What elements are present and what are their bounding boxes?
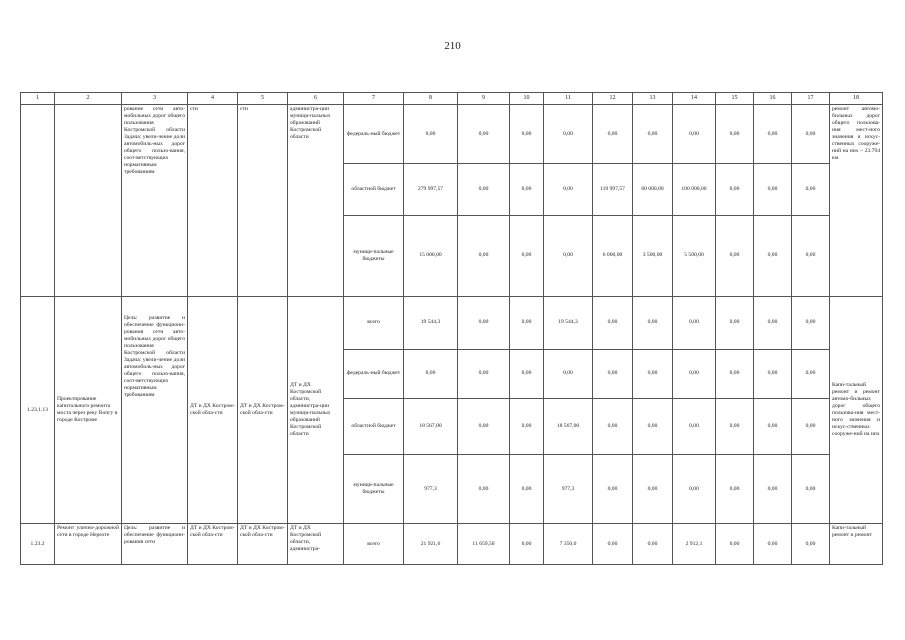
value-cell: 0,00 <box>716 215 754 296</box>
funding-source: областной бюджет <box>344 164 404 216</box>
code-cell: 1.23.1.13 <box>21 297 55 524</box>
value-cell: 0,00 <box>544 215 593 296</box>
value-cell: 0,00 <box>792 164 830 216</box>
value-cell: 0,00 <box>633 297 673 350</box>
value-cell: 0,00 <box>716 398 754 455</box>
value-cell: 0,00 <box>673 398 716 455</box>
value-cell: 11 659,50 <box>458 524 510 565</box>
header-cell: 9 <box>458 93 510 105</box>
value-cell: 0,00 <box>458 105 510 164</box>
value-cell: 0,00 <box>716 105 754 164</box>
value-cell: 977,3 <box>404 455 458 524</box>
value-cell: 0,00 <box>458 349 510 398</box>
value-cell: 0,00 <box>458 297 510 350</box>
value-cell: 0,00 <box>754 164 792 216</box>
executor-cell: ДТ и ДХ Костром-ской обла-сти <box>188 524 238 565</box>
value-cell: 0,00 <box>754 215 792 296</box>
value-cell: 0,00 <box>792 349 830 398</box>
value-cell: 0,00 <box>673 455 716 524</box>
value-cell: 0,00 <box>716 524 754 565</box>
header-cell: 15 <box>716 93 754 105</box>
value-cell: 0,00 <box>593 349 633 398</box>
value-cell: 119 997,57 <box>593 164 633 216</box>
target-cell: Капи-тальный ремонт и ремонт автомо-бильных дорог общего пользова-ния мест-ного значения и искус-ственных сооруже-ний на них <box>830 297 883 524</box>
value-cell: 0,00 <box>544 105 593 164</box>
code-cell: 1.23.2 <box>21 524 55 565</box>
value-cell: 0,00 <box>593 398 633 455</box>
value-cell: 0,00 <box>754 105 792 164</box>
value-cell: 6 000,00 <box>593 215 633 296</box>
value-cell: 0,00 <box>754 398 792 455</box>
value-cell: 0,00 <box>510 524 544 565</box>
value-cell: 0,00 <box>716 297 754 350</box>
value-cell: 0,00 <box>510 215 544 296</box>
header-cell: 3 <box>122 93 188 105</box>
value-cell: 0,00 <box>792 105 830 164</box>
value-cell: 2 912,1 <box>673 524 716 565</box>
value-cell: 19 544,3 <box>544 297 593 350</box>
header-cell: 1 <box>21 93 55 105</box>
name-cell <box>55 105 122 297</box>
value-cell: 15 000,00 <box>404 215 458 296</box>
value-cell: 0,00 <box>754 349 792 398</box>
value-cell: 0,00 <box>510 455 544 524</box>
recipients-cell: ДТ и ДХ Костромской области, администра-ции муници-пальных образований Костромской области <box>288 297 344 524</box>
value-cell: 0,00 <box>633 524 673 565</box>
value-cell: 0,00 <box>633 398 673 455</box>
funding-source: всего <box>344 297 404 350</box>
header-cell: 17 <box>792 93 830 105</box>
value-cell: 0,00 <box>673 105 716 164</box>
funding-source: федераль-ный бюджет <box>344 105 404 164</box>
header-cell: 6 <box>288 93 344 105</box>
coexecutor-cell: сти <box>238 105 288 297</box>
table-row <box>21 105 883 164</box>
value-cell: 18 567,00 <box>544 398 593 455</box>
table-row <box>21 524 883 565</box>
value-cell: 0,00 <box>792 398 830 455</box>
value-cell: 0,00 <box>458 164 510 216</box>
value-cell: 0,00 <box>754 455 792 524</box>
value-cell: 0,00 <box>633 349 673 398</box>
header-cell: 12 <box>593 93 633 105</box>
value-cell: 21 921,6 <box>404 524 458 565</box>
value-cell: 60 000,00 <box>633 164 673 216</box>
value-cell: 0,00 <box>510 398 544 455</box>
value-cell: 0,00 <box>716 164 754 216</box>
target-cell: ремонт автомо-бильных дорог общего пользова-ния мест-ного значения и искус-ственных сооруже-ний на них – 23.794 км <box>830 105 883 297</box>
value-cell: 0,00 <box>673 297 716 350</box>
value-cell: 7 350,0 <box>544 524 593 565</box>
value-cell: 18 567,00 <box>404 398 458 455</box>
target-cell: Капи-тальный ремонт и ремонт <box>830 524 883 565</box>
recipients-cell: ДТ и ДХ Костромской области, администра- <box>288 524 344 565</box>
table-row <box>21 297 883 350</box>
header-cell: 16 <box>754 93 792 105</box>
value-cell: 0,00 <box>404 105 458 164</box>
value-cell: 0,00 <box>754 297 792 350</box>
funding-source: муници-пальные бюджеты <box>344 215 404 296</box>
header-cell: 11 <box>544 93 593 105</box>
value-cell: 0,00 <box>404 349 458 398</box>
value-cell: 0,00 <box>544 164 593 216</box>
value-cell: 0,00 <box>510 164 544 216</box>
coexecutor-cell: ДТ и ДХ Костром-ской обла-сти <box>238 297 288 524</box>
header-cell: 8 <box>404 93 458 105</box>
value-cell: 0,00 <box>458 455 510 524</box>
value-cell: 19 544,3 <box>404 297 458 350</box>
value-cell: 0,00 <box>593 524 633 565</box>
value-cell: 0,00 <box>593 105 633 164</box>
page-number: 210 <box>444 40 461 52</box>
value-cell: 0,00 <box>792 524 830 565</box>
recipients-cell: администра-ции муници-пальных образований Костромской области <box>288 105 344 297</box>
header-cell: 2 <box>55 93 122 105</box>
task-cell: Цель: развитие и обеспечение функциони-рования сети авто-мобильных дорог общего пользования Костромской области Задача: увели-чение доли автомобиль-ных дорог общего пользо-вания, соот-ветствующих нормативным требованиям <box>122 297 188 524</box>
value-cell: 100 000,00 <box>673 164 716 216</box>
budget-table <box>20 92 883 565</box>
value-cell: 0,00 <box>633 455 673 524</box>
header-cell: 4 <box>188 93 238 105</box>
value-cell: 0,00 <box>716 455 754 524</box>
funding-source: муници-пальные бюджеты <box>344 455 404 524</box>
value-cell: 0,00 <box>633 105 673 164</box>
executor-cell: ДТ и ДХ Костром-ской обла-сти <box>188 297 238 524</box>
value-cell: 0,00 <box>792 455 830 524</box>
value-cell: 0,00 <box>510 105 544 164</box>
value-cell: 3 500,00 <box>633 215 673 296</box>
value-cell: 0,00 <box>792 297 830 350</box>
value-cell: 0,00 <box>593 455 633 524</box>
header-cell: 10 <box>510 93 544 105</box>
header-cell: 13 <box>633 93 673 105</box>
value-cell: 0,00 <box>510 297 544 350</box>
value-cell: 0,00 <box>792 215 830 296</box>
task-cell: Цель: развитие и обеспечение функциони-рования сети <box>122 524 188 565</box>
value-cell: 5 500,00 <box>673 215 716 296</box>
value-cell: 0,00 <box>673 349 716 398</box>
funding-source: областной бюджет <box>344 398 404 455</box>
value-cell: 0,00 <box>754 524 792 565</box>
header-cell: 18 <box>830 93 883 105</box>
header-cell: 14 <box>673 93 716 105</box>
value-cell: 0,00 <box>458 215 510 296</box>
value-cell: 279 997,57 <box>404 164 458 216</box>
value-cell: 0,00 <box>458 398 510 455</box>
value-cell: 0,00 <box>716 349 754 398</box>
value-cell: 977,3 <box>544 455 593 524</box>
code-cell <box>21 105 55 297</box>
funding-source: федераль-ный бюджет <box>344 349 404 398</box>
name-cell: Проектирование капитального ремонта моста через реку Вопгу в городе Костроме <box>55 297 122 524</box>
value-cell: 0,00 <box>593 297 633 350</box>
header-row <box>21 93 883 105</box>
header-cell: 5 <box>238 93 288 105</box>
funding-source: всего <box>344 524 404 565</box>
task-cell: рование сети авто-мобильных дорог общего пользования Костромской области Задача: увели-чение доли автомобиль-ных дорог общего пользо-вания, соот-ветствующих нормативным требованиям <box>122 105 188 297</box>
value-cell: 0,00 <box>510 349 544 398</box>
name-cell: Ремонт улично-дорожной сети в городе Нерехте <box>55 524 122 565</box>
coexecutor-cell: ДТ и ДХ Костром-ской обла-сти <box>238 524 288 565</box>
executor-cell: сти <box>188 105 238 297</box>
value-cell: 0,00 <box>544 349 593 398</box>
header-cell: 7 <box>344 93 404 105</box>
